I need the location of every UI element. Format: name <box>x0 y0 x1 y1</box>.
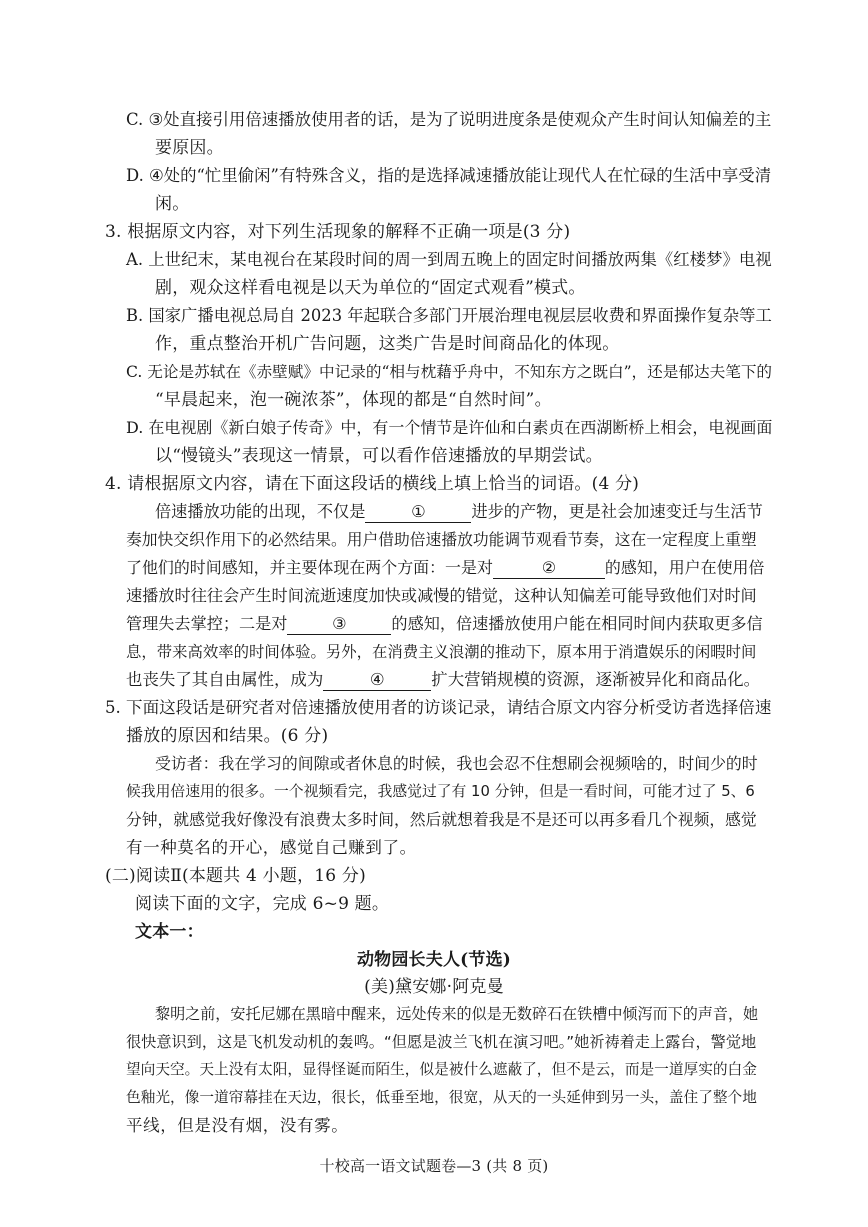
q3-option-c: “早晨起来，泡一碗浓茶”，体现的都是“自然时间”。 <box>155 390 552 410</box>
fill-blank-4[interactable]: ④ <box>323 668 431 691</box>
q3-option-b: B. 国家广播电视总局自 2023 年起联合多部门开展治理电视层层收费和界面操作复杂等工 <box>126 306 772 325</box>
question-3: 3. 根据原文内容，对下列生活现象的解释不正确一项是(3 分) <box>105 222 571 242</box>
interview-line: 有一种莫名的开心，感觉自己赚到了。 <box>126 838 417 857</box>
option-c-line: C. ③处直接引用倍速播放使用者的话，是为了说明进度条是使观众产生时间认知偏差的主 <box>126 110 772 129</box>
question-5: 5. 下面这段话是研究者对倍速播放使用者的访谈记录，请结合原文内容分析受访者选择倍速 <box>105 698 772 717</box>
page-footer: 十校高一语文试题卷—3 (共 8 页) <box>319 1157 549 1175</box>
interview-line: 分钟，就感觉我好像没有浪费太多时间，然后就想着我是不是还可以再多看几个视频，感觉 <box>126 810 757 829</box>
option-d-line: 闲。 <box>155 194 190 214</box>
passage-line: 黎明之前，安托尼娜在黑暗中醒来，远处传来的似是无数碎石在铁槽中倾泻而下的声音，她 <box>155 1005 759 1023</box>
q4-text: 倍速播放功能的出现，不仅是 <box>155 502 366 521</box>
section-heading: (二)阅读Ⅱ(本题共 4 小题，16 分) <box>105 866 366 886</box>
q4-text: 的感知，倍速播放使用户能在相同时间内获取更多信 <box>391 614 763 633</box>
q4-passage-line <box>126 612 763 636</box>
passage-line: 望向天空。天上没有太阳，显得怪诞而陌生，似是被什么遮蔽了，但不是云，而是一道厚实的白金 <box>126 1061 757 1078</box>
passage-line: 色釉光，像一道帘幕挂在天边，很长，低垂至地，很宽，从天的一头延伸到另一头，盖住了整个地 <box>126 1089 757 1106</box>
q4-text: 的感知，用户在使用倍 <box>604 558 765 577</box>
q4-text: 扩大营销规模的资源，逐渐被异化和商品化。 <box>431 670 761 689</box>
q3-option-d: 以“慢镜头”表现这一情景，可以看作倍速播放的早期尝试。 <box>155 446 603 466</box>
interview-line: 候我用倍速用的很多。一个视频看完，我感觉过了有 10 分钟，但是一看时间，可能才过了 5、6 <box>126 783 755 800</box>
text-one-label: 文本一： <box>135 922 204 942</box>
q3-option-b: 作，重点整治开机广告问题，这类广告是时间商品化的体现。 <box>155 334 620 354</box>
q4-text: 了他们的时间感知，并主要体现在两个方面：一是对 <box>126 558 493 577</box>
q4-passage-line <box>126 668 760 692</box>
q4-passage-line: 息，带来高效率的时间体验。另外，在消费主义浪潮的推动下，原本用于消遣娱乐的闲暇时间 <box>126 643 757 661</box>
option-d-line: D. ④处的“忙里偷闲”有特殊含义，指的是选择减速播放能让现代人在忙碌的生活中享受清 <box>126 166 772 185</box>
q3-option-a: A. 上世纪末，某电视台在某段时间的周一到周五晚上的固定时间播放两集《红楼梦》电视 <box>126 250 772 269</box>
passage-author: (美)黛安娜·阿克曼 <box>364 977 504 997</box>
passage-title: 动物园长夫人(节选) <box>356 950 512 970</box>
q4-passage-line: 速播放时往往会产生时间流逝速度加快或减慢的错觉，这种认知偏差可能导致他们对时间 <box>126 586 757 605</box>
fill-blank-3[interactable]: ③ <box>287 612 391 635</box>
interview-line: 受访者：我在学习的间隙或者休息的时候，我也会忍不住想刷会视频啥的，时间少的时 <box>155 754 758 773</box>
q3-option-c: C. 无论是苏轼在《赤壁赋》中记录的“相与枕藉乎舟中，不知东方之既白”，还是郁达夫笔下的 <box>126 363 773 381</box>
option-c-line: 要原因。 <box>155 138 224 158</box>
q4-text: 进步的产物，更是社会加速变迁与生活节 <box>471 502 763 521</box>
q4-text: 管理失去掌控；二是对 <box>126 614 288 633</box>
passage-line: 很快意识到，这是飞机发动机的轰鸣。“但愿是波兰飞机在演习吧。”她祈祷着走上露台，警觉地 <box>126 1033 757 1051</box>
fill-blank-1[interactable]: ① <box>365 500 471 523</box>
q3-option-a: 剧，观众这样看电视是以天为单位的“固定式观看”模式。 <box>155 278 586 298</box>
question-5: 播放的原因和结果。(6 分) <box>126 726 329 746</box>
question-4: 4. 请根据原文内容，请在下面这段话的横线上填上恰当的词语。(4 分) <box>105 474 640 494</box>
q4-passage-line: 奏加快交织作用下的必然结果。用户借助倍速播放功能调节观看节奏，这在一定程度上重塑 <box>126 530 757 549</box>
q4-text: 也丧失了其自由属性，成为 <box>126 670 324 689</box>
reading-instruction: 阅读下面的文字，完成 6~9 题。 <box>135 894 390 914</box>
passage-line: 平线，但是没有烟，没有雾。 <box>126 1116 349 1135</box>
fill-blank-2[interactable]: ② <box>493 556 605 579</box>
q3-option-d: D. 在电视剧《新白娘子传奇》中，有一个情节是许仙和白素贞在西湖断桥上相会，电视画面 <box>126 418 773 437</box>
q4-passage-line <box>155 500 763 524</box>
q4-passage-line <box>126 556 764 580</box>
